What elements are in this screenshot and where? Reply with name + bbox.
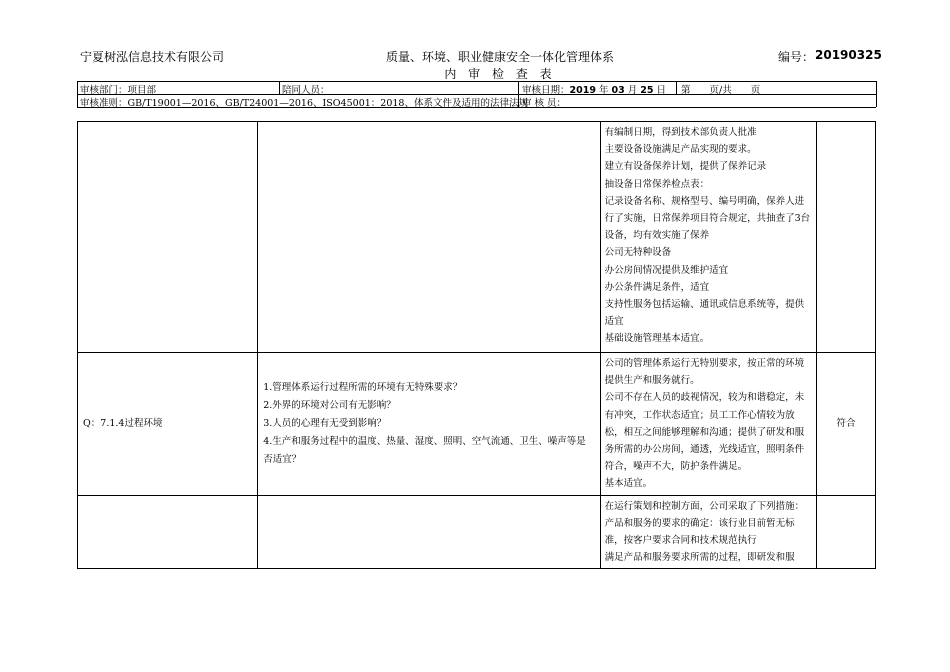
header-border [676, 81, 677, 94]
question-item: 1.管理体系运行过程所需的环境有无特殊要求？ [263, 381, 463, 393]
clause-cell [78, 495, 258, 569]
questions-cell [258, 122, 600, 353]
clause-cell [78, 353, 258, 496]
question-item: 2.外界的环境对公司有无影响？ [263, 399, 396, 411]
records-cell [600, 353, 816, 496]
record-line: 在运行策划和控制方面，公司采取了下列措施： [604, 500, 805, 512]
auditor: 审 核 员： [522, 98, 567, 109]
checklist-table [77, 121, 876, 569]
code-label: 编号： [778, 50, 815, 64]
record-line: 支持性服务包括运输、通讯或信息系统等，提供适宜 [604, 299, 805, 328]
result-cell [816, 122, 875, 353]
clause-label: Q：7.1.4过程环境 [83, 417, 163, 429]
record-line: 公司不存在人员的歧视情况，较为和谐稳定，未有冲突，工作状态适宜；员工工作心情较为放松，相互之间能够理解和沟通；提供了研发和服务所需的办公房间，通透，光线适宜，照明条件符合，噪声不大，防护条件满足。 [604, 392, 805, 473]
record-line: 产品和服务的要求的确定：该行业目前暂无标准，按客户要求合同和技术规范执行 [604, 517, 795, 547]
records-cell [600, 495, 816, 569]
audit-date: 审核日期：2019 年 03 月 25 日 [522, 85, 667, 96]
clause-cell [78, 122, 258, 353]
record-line: 有编制日期，得到技术部负责人批准 [604, 127, 757, 138]
questions-cell [258, 353, 600, 496]
company-name: 宁夏树泓信息技术有限公司 [80, 50, 225, 64]
record-line: 基本适宜。 [604, 478, 653, 490]
records-cell [600, 122, 816, 353]
question-item: 3.人员的心理有无受到影响？ [263, 417, 387, 429]
record-line: 公司无特种设备 [604, 247, 672, 259]
table-row [78, 495, 876, 569]
record-line: 办公条件满足条件，适宜 [604, 281, 710, 293]
question-item: 4.生产和服务过程中的温度、热量、湿度、照明、空气流通、卫生、噪声等是否适宜？ [263, 435, 586, 465]
record-line: 抽设备日常保养检点表： [604, 178, 710, 190]
code-value: 20190325 [815, 48, 882, 62]
header-border [279, 81, 280, 94]
result-cell [816, 495, 875, 569]
record-line: 办公房间情况提供及维护适宜 [604, 264, 729, 276]
record-line: 基础设施管理基本适宜。 [604, 333, 710, 345]
table-row [78, 353, 876, 496]
record-line: 主要设备设施满足产品实现的要求。 [604, 144, 757, 156]
questions-cell [258, 495, 600, 569]
record-line: 建立有设备保养计划，提供了保养记录 [604, 161, 767, 173]
result-label: 符合 [836, 417, 856, 429]
accompanying-person: 陪同人员： [282, 85, 330, 96]
system-title: 质量、环境、职业健康安全一体化管理体系 [385, 50, 614, 64]
record-line: 满足产品和服务要求所需的过程，即研发和服 [604, 552, 795, 564]
header-border [77, 81, 78, 107]
record-line: 公司的管理体系运行无特别要求，按正常的环境提供生产和服务就行。 [604, 358, 805, 387]
audit-criteria: 审核准则：GB/T19001—2016、GB/T24001—2016、ISO45001：2018、体系文件及适用的法律法规 [80, 98, 528, 109]
form-title: 内 审 检 查 表 [444, 67, 556, 81]
audit-department: 审核部门：项目部 [80, 85, 157, 96]
record-line: 记录设备名称、规格型号、编号明确，保养人进行了实施，日常保养项目符合规定，共抽查了3台设备，均有效实施了保养 [604, 195, 811, 242]
result-cell [816, 353, 875, 496]
page-number: 第 页/共 页 [681, 85, 761, 96]
header-border [876, 81, 877, 107]
table-row [78, 122, 876, 353]
